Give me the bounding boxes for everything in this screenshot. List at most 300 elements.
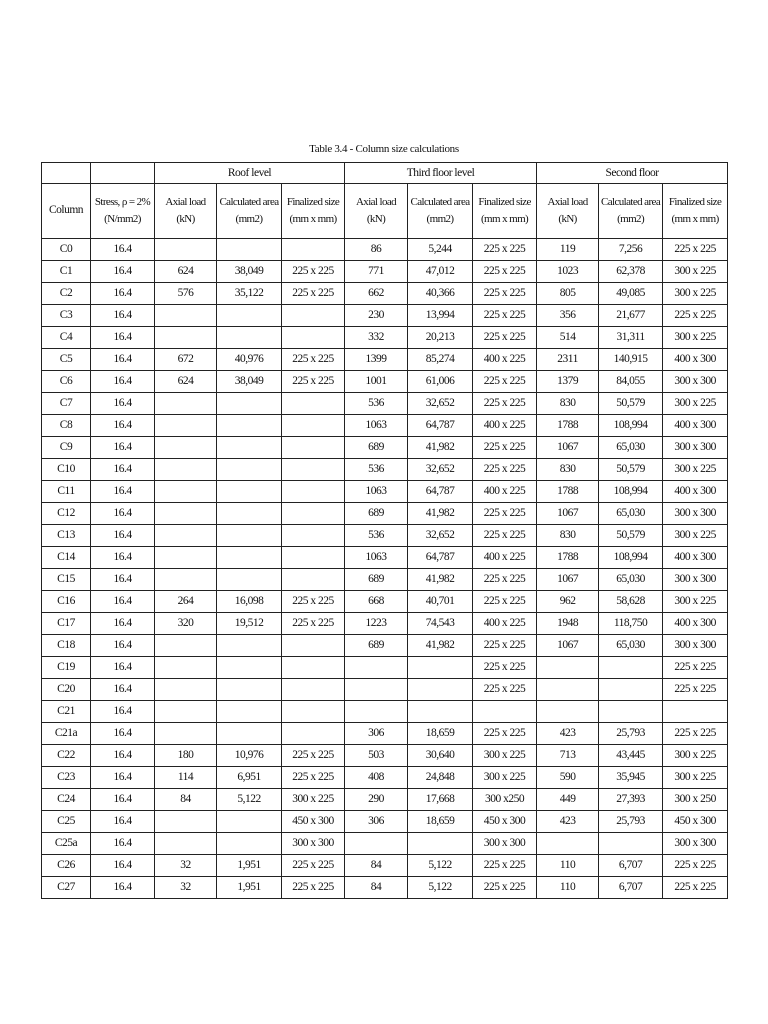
- third-finalized-size-cell: [473, 701, 537, 723]
- stress-cell: 16.4: [91, 657, 155, 679]
- second-calculated-area-header: Calculated area (mm2): [599, 184, 663, 239]
- third-finalized-size-cell: 225 x 225: [473, 283, 537, 305]
- table-body: [42, 239, 728, 899]
- third-axial-load-cell: 689: [345, 569, 408, 591]
- third-axial-load-cell: 689: [345, 503, 408, 525]
- second-axial-load-cell: 1948: [537, 613, 599, 635]
- second-axial-load-header: Axial load (kN): [537, 184, 599, 239]
- third-axial-load-cell: 662: [345, 283, 408, 305]
- third-finalized-size-cell: 225 x 225: [473, 239, 537, 261]
- second-axial-load-cell: 423: [537, 723, 599, 745]
- third-calculated-area-cell: 32,652: [408, 393, 473, 415]
- third-calculated-area-cell: 5,244: [408, 239, 473, 261]
- stress-cell: 16.4: [91, 569, 155, 591]
- third-axial-load-cell: 1399: [345, 349, 408, 371]
- third-calculated-area-cell: 74,543: [408, 613, 473, 635]
- roof-axial-load-cell: 624: [155, 261, 217, 283]
- third-calculated-area-cell: 41,982: [408, 503, 473, 525]
- roof-finalized-size-cell: [282, 503, 345, 525]
- roof-axial-load-cell: [155, 459, 217, 481]
- stress-header: Stress, ρ = 2% (N/mm2): [91, 184, 155, 239]
- table-row: [42, 679, 728, 701]
- table-row: [42, 371, 728, 393]
- roof-finalized-size-cell: [282, 393, 345, 415]
- second-finalized-size-cell: 300 x 225: [663, 261, 728, 283]
- third-calculated-area-header: Calculated area (mm2): [408, 184, 473, 239]
- third-axial-load-cell: 1001: [345, 371, 408, 393]
- column-id-cell: C15: [42, 569, 91, 591]
- third-calculated-area-cell: [408, 833, 473, 855]
- roof-calculated-area-cell: [217, 327, 282, 349]
- third-finalized-size-cell: 225 x 225: [473, 503, 537, 525]
- second-axial-load-cell: 830: [537, 525, 599, 547]
- third-calculated-area-cell: 64,787: [408, 481, 473, 503]
- stress-cell: 16.4: [91, 305, 155, 327]
- third-finalized-size-cell: 225 x 225: [473, 635, 537, 657]
- roof-calculated-area-cell: 35,122: [217, 283, 282, 305]
- roof-axial-load-cell: 32: [155, 877, 217, 899]
- roof-finalized-size-cell: [282, 723, 345, 745]
- second-finalized-size-cell: 300 x 300: [663, 635, 728, 657]
- roof-calculated-area-cell: [217, 657, 282, 679]
- roof-finalized-size-cell: [282, 415, 345, 437]
- column-id-cell: C18: [42, 635, 91, 657]
- roof-finalized-size-cell: 225 x 225: [282, 261, 345, 283]
- stress-cell: 16.4: [91, 525, 155, 547]
- second-calculated-area-cell: 21,677: [599, 305, 663, 327]
- roof-axial-load-cell: [155, 547, 217, 569]
- third-axial-load-cell: 230: [345, 305, 408, 327]
- roof-calculated-area-cell: 5,122: [217, 789, 282, 811]
- second-finalized-size-cell: 300 x 225: [663, 591, 728, 613]
- table-row: [42, 569, 728, 591]
- roof-axial-load-cell: [155, 437, 217, 459]
- column-id-cell: C22: [42, 745, 91, 767]
- roof-calculated-area-cell: 10,976: [217, 745, 282, 767]
- roof-calculated-area-cell: 40,976: [217, 349, 282, 371]
- roof-calculated-area-cell: [217, 547, 282, 569]
- third-axial-load-cell: [345, 657, 408, 679]
- second-axial-load-cell: 805: [537, 283, 599, 305]
- roof-calculated-area-cell: 38,049: [217, 371, 282, 393]
- column-size-table: [41, 162, 728, 899]
- stress-cell: 16.4: [91, 327, 155, 349]
- roof-finalized-size-cell: 225 x 225: [282, 371, 345, 393]
- stress-cell: 16.4: [91, 591, 155, 613]
- table-row: [42, 613, 728, 635]
- third-finalized-size-cell: 225 x 225: [473, 657, 537, 679]
- third-axial-load-cell: 536: [345, 393, 408, 415]
- column-id-cell: C12: [42, 503, 91, 525]
- third-axial-load-cell: 84: [345, 855, 408, 877]
- roof-calculated-area-cell: 38,049: [217, 261, 282, 283]
- third-finalized-size-cell: 400 x 225: [473, 415, 537, 437]
- third-axial-load-cell: 290: [345, 789, 408, 811]
- third-calculated-area-cell: 40,366: [408, 283, 473, 305]
- second-finalized-size-cell: 225 x 225: [663, 657, 728, 679]
- second-finalized-size-cell: 300 x 225: [663, 283, 728, 305]
- second-finalized-size-cell: 300 x 300: [663, 437, 728, 459]
- roof-axial-load-cell: 114: [155, 767, 217, 789]
- second-floor-header: Second floor: [537, 163, 728, 184]
- second-axial-load-cell: 830: [537, 393, 599, 415]
- third-finalized-size-cell: 225 x 225: [473, 679, 537, 701]
- second-finalized-size-cell: 300 x 300: [663, 371, 728, 393]
- roof-axial-load-cell: 264: [155, 591, 217, 613]
- roof-calculated-area-cell: 1,951: [217, 877, 282, 899]
- third-calculated-area-cell: 30,640: [408, 745, 473, 767]
- third-calculated-area-cell: 41,982: [408, 569, 473, 591]
- third-axial-load-cell: 536: [345, 525, 408, 547]
- second-finalized-size-cell: 400 x 300: [663, 349, 728, 371]
- roof-axial-load-cell: [155, 569, 217, 591]
- column-id-cell: C10: [42, 459, 91, 481]
- third-calculated-area-cell: 18,659: [408, 723, 473, 745]
- table-caption: Table 3.4 - Column size calculations: [309, 143, 459, 155]
- second-axial-load-cell: 356: [537, 305, 599, 327]
- stress-cell: 16.4: [91, 437, 155, 459]
- roof-finalized-size-cell: [282, 547, 345, 569]
- roof-axial-load-cell: [155, 305, 217, 327]
- second-finalized-size-header: Finalized size (mm x mm): [663, 184, 728, 239]
- second-axial-load-cell: 449: [537, 789, 599, 811]
- roof-calculated-area-cell: [217, 679, 282, 701]
- table-row: [42, 833, 728, 855]
- stress-cell: 16.4: [91, 635, 155, 657]
- roof-calculated-area-cell: 16,098: [217, 591, 282, 613]
- second-finalized-size-cell: 225 x 225: [663, 305, 728, 327]
- table-row: [42, 635, 728, 657]
- third-calculated-area-cell: 17,668: [408, 789, 473, 811]
- third-calculated-area-cell: 18,659: [408, 811, 473, 833]
- roof-finalized-size-cell: [282, 459, 345, 481]
- second-axial-load-cell: 110: [537, 855, 599, 877]
- second-axial-load-cell: 1067: [537, 437, 599, 459]
- second-finalized-size-cell: 300 x 225: [663, 393, 728, 415]
- second-calculated-area-cell: 65,030: [599, 437, 663, 459]
- column-id-cell: C6: [42, 371, 91, 393]
- third-finalized-size-cell: 400 x 225: [473, 481, 537, 503]
- third-calculated-area-cell: 47,012: [408, 261, 473, 283]
- second-calculated-area-cell: 49,085: [599, 283, 663, 305]
- second-axial-load-cell: 1067: [537, 635, 599, 657]
- second-finalized-size-cell: 300 x 225: [663, 459, 728, 481]
- second-calculated-area-cell: 6,707: [599, 855, 663, 877]
- second-finalized-size-cell: [663, 701, 728, 723]
- third-finalized-size-cell: 225 x 225: [473, 525, 537, 547]
- table-row: [42, 723, 728, 745]
- stress-cell: 16.4: [91, 679, 155, 701]
- third-axial-load-header: Axial load (kN): [345, 184, 408, 239]
- roof-calculated-area-cell: 19,512: [217, 613, 282, 635]
- roof-finalized-size-cell: 225 x 225: [282, 283, 345, 305]
- column-id-cell: C25: [42, 811, 91, 833]
- third-axial-load-cell: 503: [345, 745, 408, 767]
- second-calculated-area-cell: [599, 701, 663, 723]
- third-axial-load-cell: 689: [345, 437, 408, 459]
- second-calculated-area-cell: 65,030: [599, 503, 663, 525]
- column-id-cell: C5: [42, 349, 91, 371]
- second-calculated-area-cell: 65,030: [599, 569, 663, 591]
- table-row: [42, 789, 728, 811]
- third-calculated-area-cell: 64,787: [408, 547, 473, 569]
- roof-finalized-size-cell: 225 x 225: [282, 877, 345, 899]
- roof-axial-load-cell: [155, 239, 217, 261]
- third-calculated-area-cell: [408, 657, 473, 679]
- second-axial-load-cell: 713: [537, 745, 599, 767]
- stress-cell: 16.4: [91, 393, 155, 415]
- column-id-cell: C0: [42, 239, 91, 261]
- table-row: [42, 811, 728, 833]
- stress-cell: 16.4: [91, 811, 155, 833]
- roof-axial-load-cell: [155, 701, 217, 723]
- second-calculated-area-cell: 35,945: [599, 767, 663, 789]
- roof-finalized-size-cell: [282, 635, 345, 657]
- third-finalized-size-cell: 400 x 225: [473, 349, 537, 371]
- second-finalized-size-cell: 450 x 300: [663, 811, 728, 833]
- second-finalized-size-cell: 300 x 300: [663, 833, 728, 855]
- roof-calculated-area-cell: [217, 437, 282, 459]
- third-calculated-area-cell: 5,122: [408, 855, 473, 877]
- second-finalized-size-cell: 300 x 225: [663, 525, 728, 547]
- second-finalized-size-cell: 300 x 300: [663, 503, 728, 525]
- second-calculated-area-cell: 50,579: [599, 525, 663, 547]
- second-axial-load-cell: 1788: [537, 415, 599, 437]
- third-calculated-area-cell: 40,701: [408, 591, 473, 613]
- table-row: [42, 657, 728, 679]
- stress-cell: 16.4: [91, 855, 155, 877]
- roof-finalized-size-header: Finalized size (mm x mm): [282, 184, 345, 239]
- column-id-cell: C21a: [42, 723, 91, 745]
- roof-calculated-area-cell: [217, 459, 282, 481]
- column-id-cell: C14: [42, 547, 91, 569]
- second-calculated-area-cell: 62,378: [599, 261, 663, 283]
- roof-finalized-size-cell: [282, 701, 345, 723]
- roof-axial-load-cell: 180: [155, 745, 217, 767]
- table-row: [42, 283, 728, 305]
- table-row: [42, 261, 728, 283]
- column-id-cell: C21: [42, 701, 91, 723]
- roof-calculated-area-cell: 1,951: [217, 855, 282, 877]
- stress-cell: 16.4: [91, 349, 155, 371]
- roof-finalized-size-cell: 300 x 225: [282, 789, 345, 811]
- stress-cell: 16.4: [91, 789, 155, 811]
- roof-axial-load-cell: [155, 679, 217, 701]
- roof-axial-load-cell: 32: [155, 855, 217, 877]
- second-axial-load-cell: [537, 657, 599, 679]
- roof-finalized-size-cell: [282, 657, 345, 679]
- second-calculated-area-cell: 118,750: [599, 613, 663, 635]
- third-finalized-size-cell: 400 x 225: [473, 547, 537, 569]
- roof-finalized-size-cell: [282, 239, 345, 261]
- roof-calculated-area-cell: [217, 503, 282, 525]
- roof-axial-load-cell: [155, 415, 217, 437]
- second-calculated-area-cell: [599, 833, 663, 855]
- second-calculated-area-cell: 84,055: [599, 371, 663, 393]
- second-calculated-area-cell: 43,445: [599, 745, 663, 767]
- third-finalized-size-cell: 400 x 225: [473, 613, 537, 635]
- table-row: [42, 855, 728, 877]
- second-axial-load-cell: 1067: [537, 569, 599, 591]
- stress-cell: 16.4: [91, 745, 155, 767]
- stress-cell: 16.4: [91, 877, 155, 899]
- second-axial-load-cell: 1023: [537, 261, 599, 283]
- table-row: [42, 437, 728, 459]
- third-axial-load-cell: 306: [345, 723, 408, 745]
- roof-axial-load-cell: [155, 635, 217, 657]
- column-id-cell: C20: [42, 679, 91, 701]
- third-axial-load-cell: [345, 833, 408, 855]
- roof-axial-load-cell: [155, 327, 217, 349]
- third-calculated-area-cell: [408, 701, 473, 723]
- third-finalized-size-cell: 225 x 225: [473, 261, 537, 283]
- roof-finalized-size-cell: 450 x 300: [282, 811, 345, 833]
- roof-finalized-size-cell: 225 x 225: [282, 349, 345, 371]
- stress-cell: 16.4: [91, 261, 155, 283]
- stress-cell: 16.4: [91, 239, 155, 261]
- roof-axial-load-cell: 320: [155, 613, 217, 635]
- roof-calculated-area-cell: [217, 833, 282, 855]
- third-axial-load-cell: 332: [345, 327, 408, 349]
- second-finalized-size-cell: 300 x 300: [663, 569, 728, 591]
- third-finalized-size-cell: 450 x 300: [473, 811, 537, 833]
- table-row: [42, 701, 728, 723]
- roof-finalized-size-cell: 225 x 225: [282, 613, 345, 635]
- second-axial-load-cell: [537, 833, 599, 855]
- stress-cell: 16.4: [91, 767, 155, 789]
- second-axial-load-cell: 514: [537, 327, 599, 349]
- second-calculated-area-cell: [599, 657, 663, 679]
- column-id-cell: C25a: [42, 833, 91, 855]
- third-finalized-size-cell: 225 x 225: [473, 437, 537, 459]
- third-finalized-size-cell: 225 x 225: [473, 877, 537, 899]
- second-finalized-size-cell: 225 x 225: [663, 723, 728, 745]
- blank-header-cell: [91, 163, 155, 184]
- third-axial-load-cell: 668: [345, 591, 408, 613]
- roof-finalized-size-cell: [282, 569, 345, 591]
- column-id-cell: C11: [42, 481, 91, 503]
- third-axial-load-cell: 306: [345, 811, 408, 833]
- roof-finalized-size-cell: 300 x 300: [282, 833, 345, 855]
- table-row: [42, 239, 728, 261]
- column-id-cell: C27: [42, 877, 91, 899]
- roof-calculated-area-cell: [217, 393, 282, 415]
- stress-cell: 16.4: [91, 833, 155, 855]
- third-floor-header: Third floor level: [345, 163, 537, 184]
- third-calculated-area-cell: 32,652: [408, 459, 473, 481]
- table-row: [42, 591, 728, 613]
- table-row: [42, 393, 728, 415]
- roof-finalized-size-cell: [282, 525, 345, 547]
- second-calculated-area-cell: 6,707: [599, 877, 663, 899]
- table-row: [42, 525, 728, 547]
- roof-axial-load-cell: [155, 503, 217, 525]
- third-calculated-area-cell: 20,213: [408, 327, 473, 349]
- roof-axial-load-cell: 672: [155, 349, 217, 371]
- third-axial-load-cell: 84: [345, 877, 408, 899]
- second-finalized-size-cell: 400 x 300: [663, 613, 728, 635]
- roof-calculated-area-cell: [217, 239, 282, 261]
- second-axial-load-cell: 119: [537, 239, 599, 261]
- second-axial-load-cell: 110: [537, 877, 599, 899]
- third-finalized-size-cell: 300 x 225: [473, 745, 537, 767]
- roof-axial-load-cell: [155, 481, 217, 503]
- table-row: [42, 877, 728, 899]
- roof-axial-load-cell: 576: [155, 283, 217, 305]
- roof-finalized-size-cell: [282, 679, 345, 701]
- column-id-cell: C17: [42, 613, 91, 635]
- roof-axial-load-cell: [155, 393, 217, 415]
- third-finalized-size-cell: 225 x 225: [473, 393, 537, 415]
- roof-finalized-size-cell: 225 x 225: [282, 767, 345, 789]
- roof-finalized-size-cell: 225 x 225: [282, 745, 345, 767]
- third-axial-load-cell: 689: [345, 635, 408, 657]
- second-finalized-size-cell: 225 x 225: [663, 239, 728, 261]
- second-axial-load-cell: 1067: [537, 503, 599, 525]
- third-axial-load-cell: 1063: [345, 415, 408, 437]
- third-axial-load-cell: [345, 679, 408, 701]
- roof-calculated-area-cell: [217, 635, 282, 657]
- roof-calculated-area-header: Calculated area (mm2): [217, 184, 282, 239]
- column-id-cell: C4: [42, 327, 91, 349]
- stress-cell: 16.4: [91, 459, 155, 481]
- column-id-cell: C8: [42, 415, 91, 437]
- table-row: [42, 547, 728, 569]
- third-finalized-size-header: Finalized size (mm x mm): [473, 184, 537, 239]
- second-finalized-size-cell: 225 x 225: [663, 855, 728, 877]
- column-id-cell: C23: [42, 767, 91, 789]
- column-id-cell: C13: [42, 525, 91, 547]
- roof-axial-load-cell: [155, 525, 217, 547]
- second-calculated-area-cell: 25,793: [599, 811, 663, 833]
- third-calculated-area-cell: 64,787: [408, 415, 473, 437]
- second-finalized-size-cell: 300 x 225: [663, 745, 728, 767]
- roof-finalized-size-cell: 225 x 225: [282, 591, 345, 613]
- second-axial-load-cell: 2311: [537, 349, 599, 371]
- second-finalized-size-cell: 400 x 300: [663, 547, 728, 569]
- roof-calculated-area-cell: [217, 481, 282, 503]
- table-row: [42, 767, 728, 789]
- second-calculated-area-cell: 65,030: [599, 635, 663, 657]
- second-axial-load-cell: [537, 679, 599, 701]
- third-calculated-area-cell: 5,122: [408, 877, 473, 899]
- third-axial-load-cell: [345, 701, 408, 723]
- second-finalized-size-cell: 300 x 225: [663, 767, 728, 789]
- table-row: [42, 481, 728, 503]
- column-header: Column: [42, 184, 91, 239]
- second-axial-load-cell: 830: [537, 459, 599, 481]
- roof-finalized-size-cell: [282, 481, 345, 503]
- roof-calculated-area-cell: [217, 415, 282, 437]
- second-calculated-area-cell: 108,994: [599, 481, 663, 503]
- second-axial-load-cell: 423: [537, 811, 599, 833]
- blank-header-cell: [42, 163, 91, 184]
- third-finalized-size-cell: 225 x 225: [473, 723, 537, 745]
- second-finalized-size-cell: 225 x 225: [663, 877, 728, 899]
- third-finalized-size-cell: 225 x 225: [473, 855, 537, 877]
- roof-axial-load-cell: [155, 833, 217, 855]
- stress-cell: 16.4: [91, 371, 155, 393]
- third-axial-load-cell: 408: [345, 767, 408, 789]
- roof-finalized-size-cell: [282, 327, 345, 349]
- second-calculated-area-cell: 108,994: [599, 415, 663, 437]
- second-calculated-area-cell: 31,311: [599, 327, 663, 349]
- second-axial-load-cell: 590: [537, 767, 599, 789]
- roof-axial-load-cell: [155, 811, 217, 833]
- stress-cell: 16.4: [91, 481, 155, 503]
- third-finalized-size-cell: 225 x 225: [473, 459, 537, 481]
- table-row: [42, 415, 728, 437]
